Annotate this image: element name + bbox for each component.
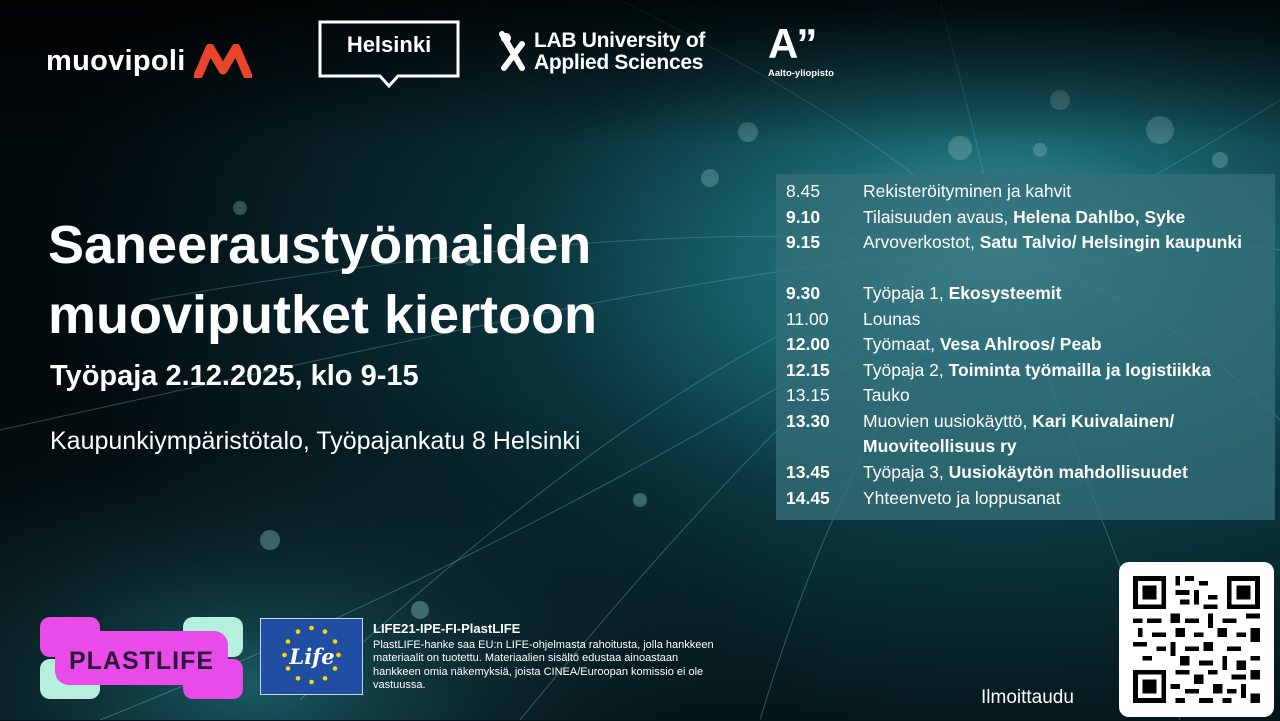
agenda-text (863, 486, 1269, 512)
muovipoli-logo-text: muovipoli (46, 44, 186, 77)
event-date: Työpaja 2.12.2025, klo 9-15 (50, 360, 419, 392)
agenda-time: 13.15 (786, 385, 830, 405)
agenda-topic: Lounas (863, 308, 921, 329)
agenda-speaker: Kari Kuivalainen/ Muoviteollisuus ry (863, 410, 1175, 456)
agenda-topic: Muovien uusiokäyttö, (863, 410, 1033, 431)
aalto-logo (768, 22, 834, 79)
aalto-logo-text: Aalto-yliopisto (768, 68, 834, 79)
agenda-time: 11.00 (786, 308, 829, 329)
agenda-text (863, 383, 1269, 409)
funding-disclaimer: PlastLIFE-hanke saa EU:n LIFE-ohjelmasta rahoitusta, jolla hankkeen materiaalit on tuotettu. Materiaalien sisältö edustaa ainoastaan hankkeen omia näkemyksiä, joista CINEA/Euroopan komissio ei ole vastuussa. (373, 639, 714, 691)
agenda-topic: Työpaja 2, (863, 359, 949, 380)
event-title-line2: muoviputket kiertoon (48, 285, 598, 345)
agenda-time: 9.15 (786, 232, 821, 252)
agenda-topic: Rekisteröityminen ja kahvit (863, 181, 1072, 201)
agenda-topic: Arvoverkostot, (863, 232, 980, 252)
event-title-line1: Saneeraustyömaiden (48, 215, 592, 275)
agenda-time: 13.45 (786, 462, 830, 482)
agenda-time: 9.30 (786, 283, 821, 303)
agenda-topic: Työmaat, (863, 334, 940, 354)
agenda-speaker: Uusiokäytön mahdollisuudet (948, 462, 1188, 482)
qr-code-icon (1119, 562, 1274, 717)
agenda-text (863, 205, 1269, 231)
lab-logo-line1: LAB University of (534, 29, 706, 52)
agenda-text (863, 281, 1269, 307)
event-title (48, 210, 597, 350)
eu-life-logo-text: Life (289, 644, 335, 669)
agenda-text (863, 332, 1269, 358)
eu-life-logo (260, 618, 363, 695)
agenda-topic: Työpaja 1, (863, 283, 949, 303)
agenda-text (863, 409, 1269, 460)
agenda-text (863, 179, 1269, 205)
plastlife-logo (40, 617, 243, 699)
agenda-panel (776, 174, 1275, 520)
event-venue: Kaupunkiympäristötalo, Työpajankatu 8 Helsinki (50, 427, 581, 455)
lab-x-icon (498, 30, 526, 72)
agenda-time: 13.30 (786, 410, 830, 431)
muovipoli-m-icon (194, 44, 252, 78)
registration-qr-code[interactable] (1119, 562, 1274, 717)
agenda-time: 12.15 (786, 359, 830, 380)
agenda-speaker: Satu Talvio/ Helsingin kaupunki (979, 232, 1242, 252)
agenda-topic: Tilaisuuden avaus, (863, 206, 1014, 227)
plastlife-logo-text: PLASTLIFE (68, 647, 215, 675)
register-label: Ilmoittaudu (981, 687, 1074, 708)
agenda-text (863, 460, 1269, 486)
lab-logo-line2: Applied Sciences (534, 51, 704, 74)
agenda-speaker: Vesa Ahlroos/ Peab (939, 334, 1102, 354)
agenda-text (863, 230, 1269, 256)
aalto-logo-mark: A” (768, 20, 816, 67)
agenda-time: 14.45 (786, 487, 830, 508)
project-id: LIFE21-IPE-FI-PlastLIFE (373, 621, 521, 636)
agenda-topic: Yhteenveto ja loppusanat (863, 487, 1061, 508)
lab-logo (498, 30, 705, 74)
agenda-text (863, 358, 1269, 384)
agenda-speaker: Ekosysteemit (948, 283, 1062, 303)
agenda-time: 8.45 (786, 181, 821, 201)
agenda-text (863, 307, 1269, 333)
agenda-speaker: Toiminta työmailla ja logistiikka (948, 359, 1211, 380)
agenda-topic: Työpaja 3, (863, 462, 949, 482)
agenda-time: 12.00 (786, 334, 830, 354)
muovipoli-logo (46, 44, 252, 78)
helsinki-logo (318, 20, 460, 88)
funding-notice (373, 621, 723, 692)
agenda-topic: Tauko (863, 385, 910, 405)
lab-logo-text (534, 30, 705, 74)
agenda-speaker: Helena Dahlbo, Syke (1013, 206, 1186, 227)
agenda-time: 9.10 (786, 206, 821, 227)
helsinki-logo-text: Helsinki (346, 32, 432, 57)
